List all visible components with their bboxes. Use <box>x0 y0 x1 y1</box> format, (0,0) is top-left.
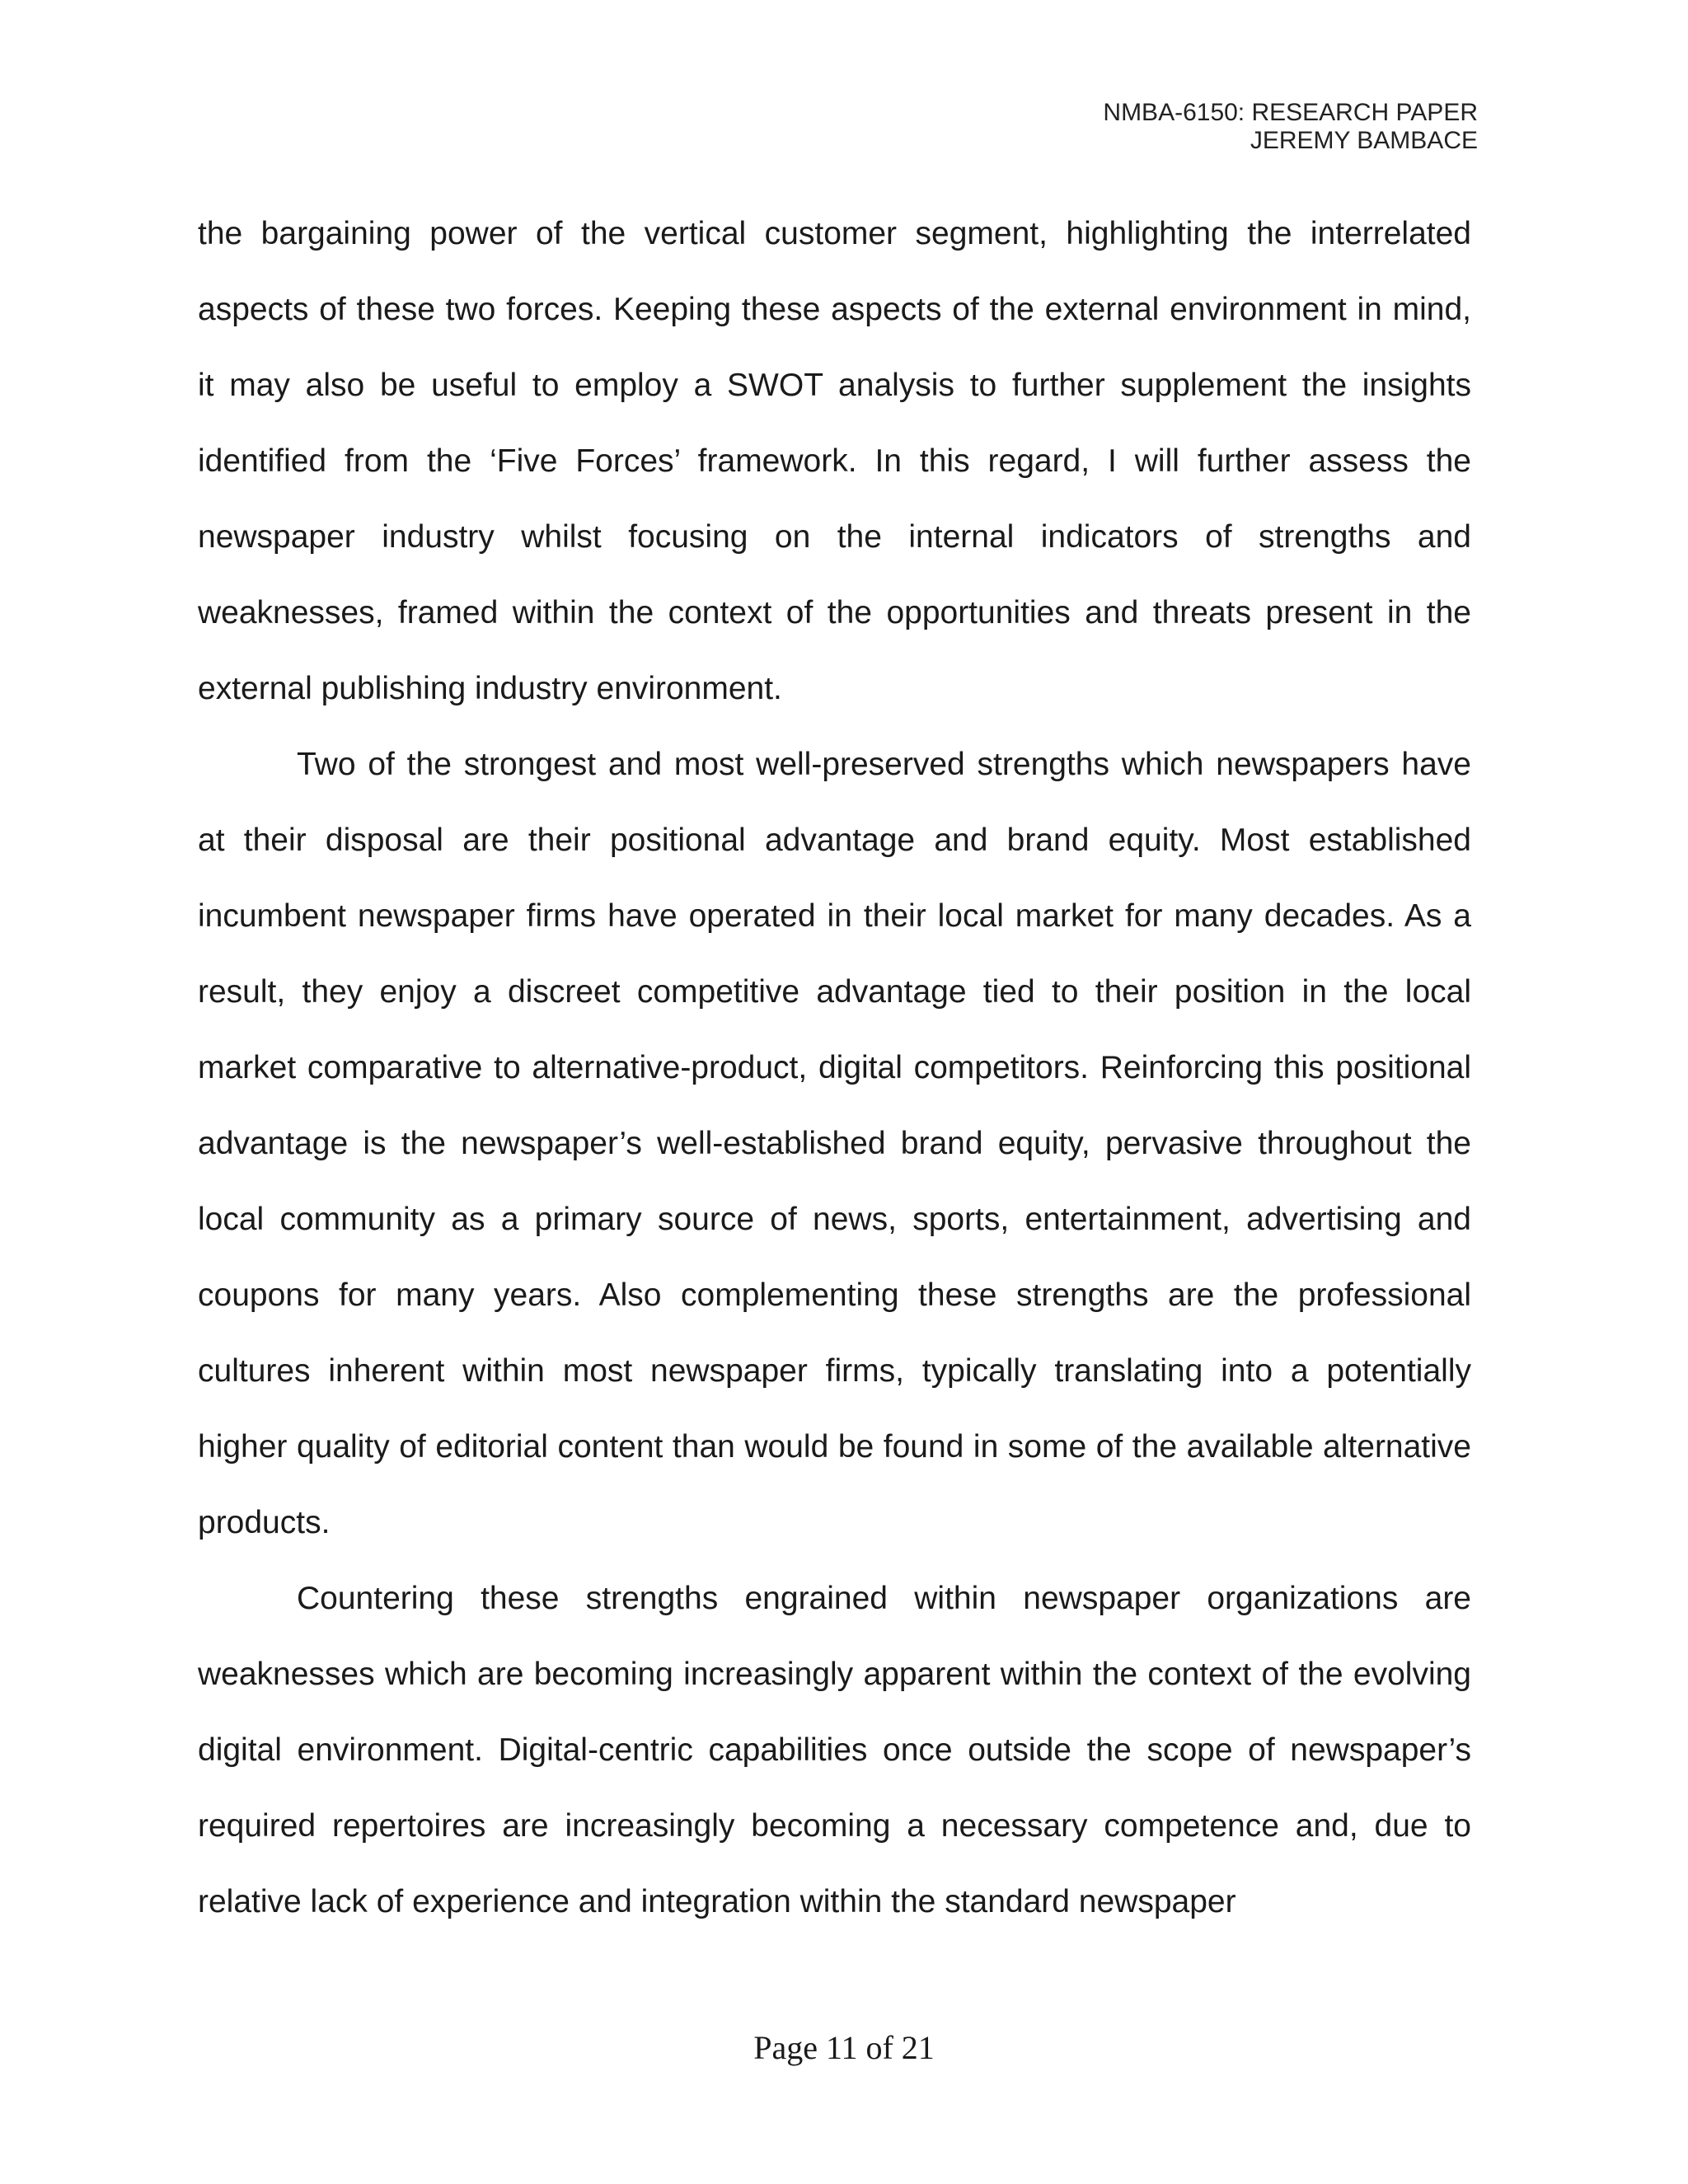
paragraph-strengths: Two of the strongest and most well-preserved strengths which newspapers have at their disposal are their positional advantage and brand equity. Most established incumbent newspaper firms have operated in their local market for many decades. As a result, they enjoy a discreet competitive advantage tied to their position in the local market comparative to alternative-product, digital competitors. Reinforcing this positional advantage is the newspaper’s well-established brand equity, pervasive throughout the local community as a primary source of news, sports, entertainment, advertising and coupons for many years. Also complementing these strengths are the professional cultures inherent within most newspaper firms, typically translating into a potentially higher quality of editorial content than would be found in some of the available alternative products. <box>198 747 1471 1540</box>
header-course-title: NMBA-6150: RESEARCH PAPER <box>1103 99 1478 126</box>
body-text <box>198 196 1471 1940</box>
paragraph-continuation: the bargaining power of the vertical customer segment, highlighting the interrelated aspects of these two forces. Keeping these aspects of the external environment in mind, it may also be useful to employ a SWOT analysis to further supplement the insights identified from the ‘Five Forces’ framework. In this regard, I will further assess the newspaper industry whilst focusing on the internal indicators of strengths and weaknesses, framed within the context of the opportunities and threats present in the external publishing industry environment. <box>198 216 1471 706</box>
paragraph-weaknesses: Countering these strengths engrained within newspaper organizations are weaknesses which are becoming increasingly apparent within the context of the evolving digital environment. Digital-centric capabilities once outside the scope of newspaper’s required repertoires are increasingly becoming a necessary competence and, due to relative lack of experience and integration within the standard newspaper <box>198 1581 1471 1919</box>
page-number: Page 11 of 21 <box>753 2029 935 2066</box>
header-author-name: JEREMY BAMBACE <box>1250 127 1478 154</box>
running-header <box>1103 99 1478 155</box>
